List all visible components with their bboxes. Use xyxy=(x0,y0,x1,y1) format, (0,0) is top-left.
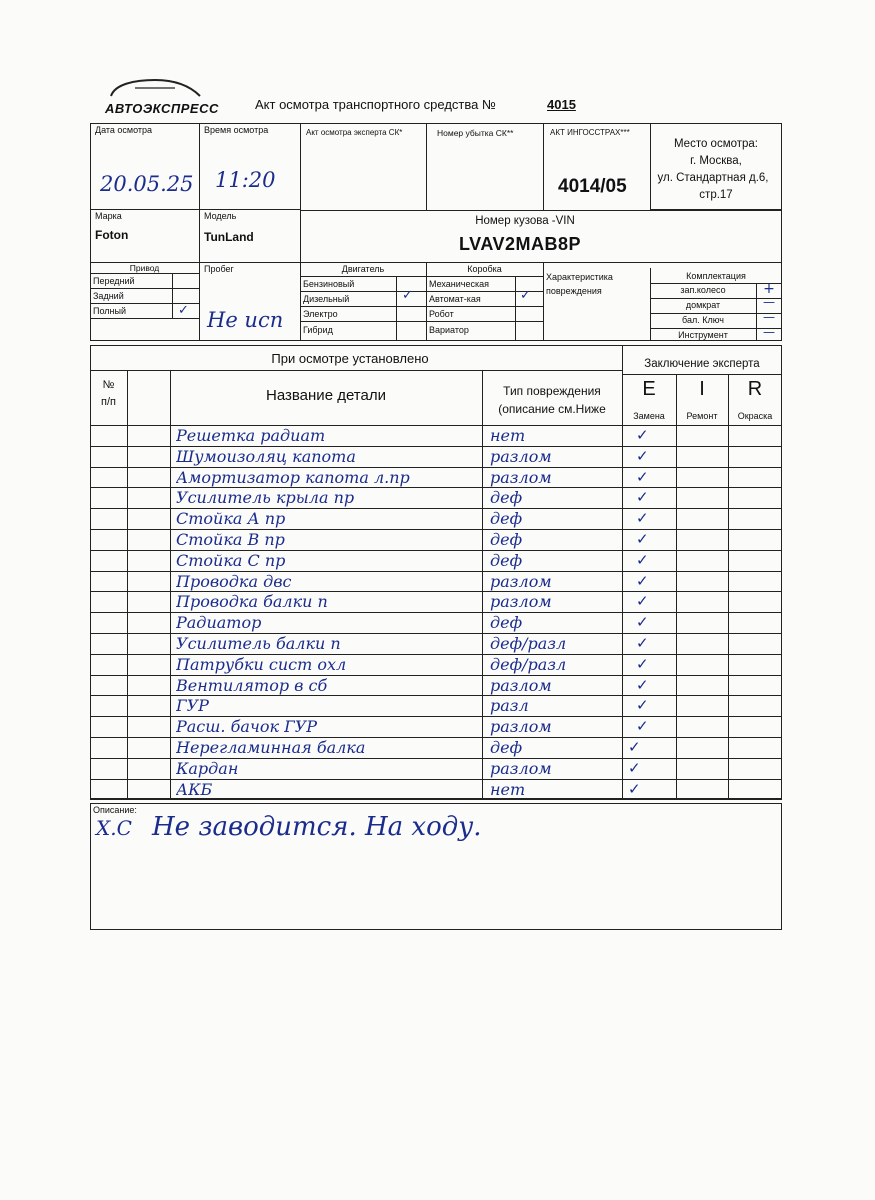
row-damage-type: разлом xyxy=(490,676,552,695)
row-replace-check: ✓ xyxy=(636,717,649,735)
ingos-label: АКТ ИНГОССТРАХ*** xyxy=(550,128,630,137)
row-replace-check: ✓ xyxy=(636,655,649,673)
drive-option-rear[interactable]: Задний xyxy=(93,291,124,301)
damage-header xyxy=(482,382,622,418)
row-damage-type: деф xyxy=(490,738,523,757)
gearbox-option-cvt[interactable]: Вариатор xyxy=(429,325,469,335)
row-damage-type: разлом xyxy=(490,572,552,591)
drive-check-mark: ✓ xyxy=(178,303,189,318)
row-part-name: Усилитель крыла пр xyxy=(176,488,355,507)
row-replace-check: ✓ xyxy=(636,509,649,527)
engine-option-electric[interactable]: Электро xyxy=(303,309,338,319)
drive-option-front[interactable]: Передний xyxy=(93,276,135,286)
drive-option-full[interactable]: Полный xyxy=(93,306,126,316)
damage-char-label xyxy=(546,270,613,298)
ingos-value: 4014/05 xyxy=(558,176,627,197)
drive-label: Привод xyxy=(129,263,160,273)
loss-number-label: Номер убытка СК** xyxy=(437,128,514,138)
equipment-spare-mark: + xyxy=(763,281,775,297)
place-city: г. Москва, xyxy=(690,155,742,167)
part-header: Название детали xyxy=(266,387,386,404)
damage-char-line2: повреждения xyxy=(546,286,602,296)
place-building: стр.17 xyxy=(699,189,733,201)
row-part-name: Амортизатор капота л.пр xyxy=(176,468,410,487)
equipment-tools: Инструмент xyxy=(678,330,728,340)
row-part-name: Проводка двс xyxy=(176,572,292,591)
engine-option-hybrid[interactable]: Гибрид xyxy=(303,325,333,335)
row-part-name: Стойка А пр xyxy=(176,509,286,528)
place-label: Место осмотра: xyxy=(673,138,759,150)
row-damage-type: деф xyxy=(490,509,523,528)
row-replace-check: ✓ xyxy=(636,676,649,694)
row-replace-check: ✓ xyxy=(636,634,649,652)
gearbox-option-robot[interactable]: Робот xyxy=(429,309,454,319)
row-part-name: Усилитель балки п xyxy=(176,634,341,653)
equipment-spare-wheel: зап.колесо xyxy=(680,285,726,295)
row-damage-type: разлом xyxy=(490,447,552,466)
row-replace-check: ✓ xyxy=(636,696,649,714)
row-replace-check: ✓ xyxy=(628,780,641,798)
row-replace-check: ✓ xyxy=(636,468,649,486)
page-title: Акт осмотра транспортного средства № xyxy=(255,97,496,112)
description-prefix: Х.С xyxy=(96,816,132,840)
time-label: Время осмотра xyxy=(204,125,269,135)
brand-name: АВТОЭКСПРЕСС xyxy=(105,101,219,116)
make-label: Марка xyxy=(95,211,122,221)
gearbox-option-manual[interactable]: Механическая xyxy=(429,279,490,289)
vin-value: LVAV2MAB8P xyxy=(458,234,582,254)
mileage-label: Пробег xyxy=(204,264,234,274)
row-replace-check: ✓ xyxy=(636,530,649,548)
damage-header-line1: Тип повреждения xyxy=(503,384,601,398)
equipment-wrench: бал. Ключ xyxy=(682,315,724,325)
row-damage-type: разлом xyxy=(490,717,552,736)
row-replace-check: ✓ xyxy=(636,447,649,465)
row-replace-check: ✓ xyxy=(636,613,649,631)
num-header-line2: п/п xyxy=(101,396,116,408)
row-damage-type: разлом xyxy=(490,592,552,611)
model-value: TunLand xyxy=(204,230,254,244)
date-value: 20.05.25 xyxy=(100,172,194,196)
row-replace-check: ✓ xyxy=(636,426,649,444)
engine-option-diesel[interactable]: Дизельный xyxy=(303,294,350,304)
model-label: Модель xyxy=(204,211,237,221)
row-divider xyxy=(90,799,782,800)
equipment-jack-mark: — xyxy=(763,295,775,309)
damage-char-line1: Характеристика xyxy=(546,272,613,282)
replace-label: Замена xyxy=(633,411,665,421)
repair-label: Ремонт xyxy=(686,411,718,421)
i-letter: I xyxy=(699,378,705,400)
row-damage-type: разлом xyxy=(490,468,552,487)
vin-label: Номер кузова -VIN xyxy=(475,215,575,227)
row-part-name: Кардан xyxy=(176,759,239,778)
damage-header-line2: (описание см.Ниже xyxy=(498,402,606,416)
row-damage-type: деф/разл xyxy=(490,634,567,653)
row-part-name: АКБ xyxy=(176,780,213,799)
row-replace-check: ✓ xyxy=(628,738,641,756)
num-header-line1: № xyxy=(102,379,115,391)
row-part-name: Расш. бачок ГУР xyxy=(176,717,318,736)
time-value: 11:20 xyxy=(215,168,276,192)
date-label: Дата осмотра xyxy=(95,125,153,135)
r-letter: R xyxy=(747,378,763,400)
row-damage-type: разлом xyxy=(490,759,552,778)
row-part-name: Вентилятор в сб xyxy=(176,676,328,695)
description-label: Описание: xyxy=(93,805,137,815)
row-damage-type: деф/разл xyxy=(490,655,567,674)
row-part-name: Проводка балки п xyxy=(176,592,328,611)
gearbox-check-mark: ✓ xyxy=(520,288,531,303)
row-replace-check: ✓ xyxy=(628,759,641,777)
paint-label: Окраска xyxy=(737,411,773,421)
row-replace-check: ✓ xyxy=(636,551,649,569)
row-damage-type: нет xyxy=(490,426,526,445)
act-number: 4015 xyxy=(547,97,576,112)
expert-act-label: Акт осмотра эксперта СК* xyxy=(306,128,403,137)
row-part-name: Патрубки сист охл xyxy=(176,655,347,674)
established-label: При осмотре установлено xyxy=(271,351,429,366)
equipment-label: Комплектация xyxy=(686,271,746,281)
row-part-name: Стойка В пр xyxy=(176,530,285,549)
inspection-place xyxy=(652,136,780,204)
row-part-name: Стойка С пр xyxy=(176,551,286,570)
row-damage-type: деф xyxy=(490,613,523,632)
equipment-jack: домкрат xyxy=(685,300,721,310)
row-replace-check: ✓ xyxy=(636,572,649,590)
equipment-wrench-mark: — xyxy=(763,310,775,324)
row-damage-type: деф xyxy=(490,551,523,570)
gearbox-label: Коробка xyxy=(467,264,502,274)
car-silhouette-icon xyxy=(105,76,205,98)
row-damage-type: нет xyxy=(490,780,526,799)
row-damage-type: разл xyxy=(490,696,529,715)
row-part-name: Радиатор xyxy=(176,613,262,632)
brand-logo xyxy=(105,76,219,116)
row-damage-type: деф xyxy=(490,488,523,507)
e-letter: E xyxy=(642,378,656,400)
conclusion-label: Заключение эксперта xyxy=(644,358,760,370)
make-value: Foton xyxy=(95,228,129,242)
num-header xyxy=(90,377,127,411)
equipment-tools-mark: — xyxy=(763,325,775,339)
row-replace-check: ✓ xyxy=(636,592,649,610)
engine-check-mark: ✓ xyxy=(402,288,413,303)
engine-label: Двигатель xyxy=(341,264,385,274)
description-text: Не заводится. На ходу. xyxy=(152,812,482,842)
row-replace-check: ✓ xyxy=(636,488,649,506)
row-part-name: Нерегламинная балка xyxy=(176,738,366,757)
row-damage-type: деф xyxy=(490,530,523,549)
row-part-name: ГУР xyxy=(176,696,209,715)
engine-option-petrol[interactable]: Бензиновый xyxy=(303,279,355,289)
row-part-name: Решетка радиат xyxy=(176,426,326,445)
gearbox-option-auto[interactable]: Автомат-кая xyxy=(429,294,481,304)
row-part-name: Шумоизоляц капота xyxy=(176,447,356,466)
mileage-value: Не исп xyxy=(207,308,284,332)
place-street: ул. Стандартная д.6, xyxy=(657,172,769,184)
